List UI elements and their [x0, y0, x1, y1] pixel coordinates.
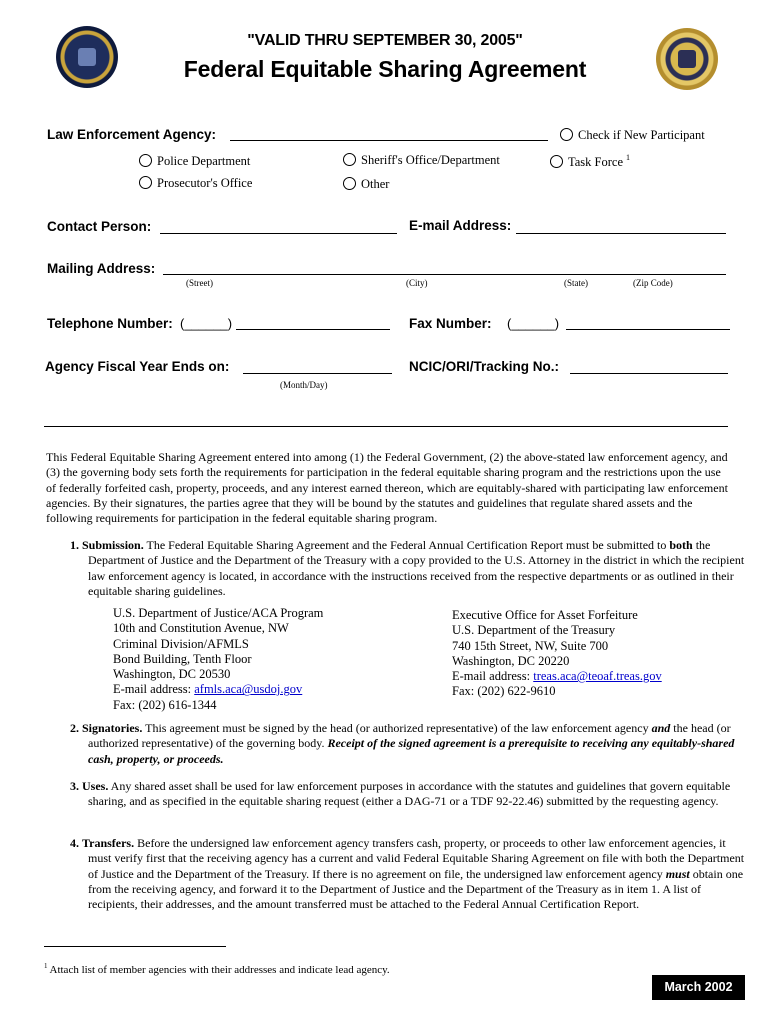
radio-icon[interactable]	[560, 128, 573, 141]
revision-date-badge: March 2002	[652, 975, 745, 1000]
treasury-email-link[interactable]: treas.aca@teoaf.treas.gov	[533, 669, 662, 684]
fax-label: Fax Number:	[409, 316, 492, 331]
radio-icon[interactable]	[139, 154, 152, 167]
phone-field[interactable]	[236, 329, 390, 330]
doj-address: U.S. Department of Justice/ACA Program 10th and Constitution Avenue, NW Criminal Division/AFMLS Bond Building, Tenth Floor Washington, DC 20530 E-mail address: afmls.aca@usdoj.gov Fax: (202) 616-1344	[113, 606, 324, 712]
intro-paragraph: This Federal Equitable Sharing Agreement entered into among (1) the Federal Government, (2) the above-stated law enforcement agency, and (3) the governing body sets forth the requirements for participation in the federal equitable sharing program and the restrictions upon the use of federally forfeited cash, property, proceeds, and any interest earned thereon, which are equitably-shared with participating law enforcement agencies. By their signatures, the parties agree that they will be bound by the statutes and guidelines that regulate shared assets and the following requirements for participation in the federal equitable sharing program.	[46, 450, 728, 526]
footnote: $^1$ Attach list of member agencies with their addresses and indicate lead agency.	[44, 962, 390, 976]
fax-area-code[interactable]: (______)	[507, 316, 560, 331]
phone-area-code[interactable]: (______)	[180, 316, 233, 331]
street-sublabel: (Street)	[186, 278, 213, 288]
agency-label: Law Enforcement Agency:	[47, 127, 217, 142]
footnote-ref: 1	[626, 153, 631, 162]
other-option[interactable]: Other	[343, 177, 389, 192]
footnote-divider	[44, 946, 226, 947]
item-uses: 3. Uses. Any shared asset shall be used for law enforcement purposes in accordance with the statutes and guidelines that govern equitable sharing, and as specified in the equitable sharing request (either a DAG-71 or a TDF 92-22.46) submitted by the requesting agency.	[70, 779, 731, 809]
fiscal-year-field[interactable]	[243, 373, 392, 374]
fiscal-year-label: Agency Fiscal Year Ends on:	[45, 359, 230, 374]
ncic-field[interactable]	[570, 373, 728, 374]
radio-icon[interactable]	[550, 155, 563, 168]
email-label: E-mail Address:	[409, 218, 512, 233]
state-sublabel: (State)	[564, 278, 588, 288]
item-transfers: 4. Transfers. Before the undersigned law enforcement agency transfers cash, property, or proceeds to other law enforcement agencies, it must verify first that the receiving agency has a current and valid Federal Equitable Sharing Agreement on file with both the Department of Justice and the Department of the Treasury. If there is no agreement on file, the undersigned law enforcement agency must obtain one from the receiving agency, and forward it to the Department of Justice and the Department of the Treasury as in item 1. A list of recipients, their addresses, and the amount transferred must be attached to the Federal Annual Certification Report.	[70, 836, 745, 912]
phone-label: Telephone Number:	[47, 316, 173, 331]
validity-notice: "VALID THRU SEPTEMBER 30, 2005"	[247, 32, 523, 49]
ncic-label: NCIC/ORI/Tracking No.:	[409, 359, 560, 374]
task-force-option[interactable]: Task Force $^1$	[550, 153, 630, 170]
email-field[interactable]	[516, 233, 726, 234]
contact-label: Contact Person:	[47, 219, 152, 234]
mailing-label: Mailing Address:	[47, 261, 156, 276]
section-divider	[44, 426, 728, 427]
new-participant-option[interactable]: Check if New Participant	[560, 128, 705, 143]
radio-icon[interactable]	[343, 153, 356, 166]
item-signatories: 2. Signatories. This agreement must be signed by the head (or authorized representative) of the law enforcement agency and the head (or authorized representative) of the governing body. Receipt of the signed agreement is a prerequisite to receiving any equitably-shared cash, property, or proceeds.	[70, 721, 735, 766]
contact-field[interactable]	[160, 233, 397, 234]
police-option[interactable]: Police Department	[139, 154, 250, 169]
doj-email-link[interactable]: afmls.aca@usdoj.gov	[194, 682, 303, 697]
page-title: Federal Equitable Sharing Agreement	[183, 56, 587, 82]
sheriff-option[interactable]: Sheriff's Office/Department	[343, 153, 500, 168]
city-sublabel: (City)	[406, 278, 428, 288]
prosecutor-option[interactable]: Prosecutor's Office	[139, 176, 252, 191]
treasury-address: Executive Office for Asset Forfeiture U.S. Department of the Treasury 740 15th Street, NW, Suite 700 Washington, DC 20220 E-mail address: treas.aca@teoaf.treas.gov Fax: (202) 622-9610	[452, 608, 662, 699]
item-submission: 1. Submission. The Federal Equitable Sharing Agreement and the Federal Annual Certification Report must be submitted to both the Department of Justice and the Department of the Treasury with a copy provided to the U.S. Attorney in the district in which the recipient law enforcement agency is located, in accordance with the instructions received from the respective departments or as outlined in their equitable sharing guidelines.	[70, 538, 745, 598]
radio-icon[interactable]	[343, 177, 356, 190]
agency-field[interactable]	[230, 140, 548, 141]
mailing-field[interactable]	[163, 274, 726, 275]
month-day-sublabel: (Month/Day)	[280, 380, 328, 390]
zip-sublabel: (Zip Code)	[633, 278, 673, 288]
fax-field[interactable]	[566, 329, 730, 330]
radio-icon[interactable]	[139, 176, 152, 189]
